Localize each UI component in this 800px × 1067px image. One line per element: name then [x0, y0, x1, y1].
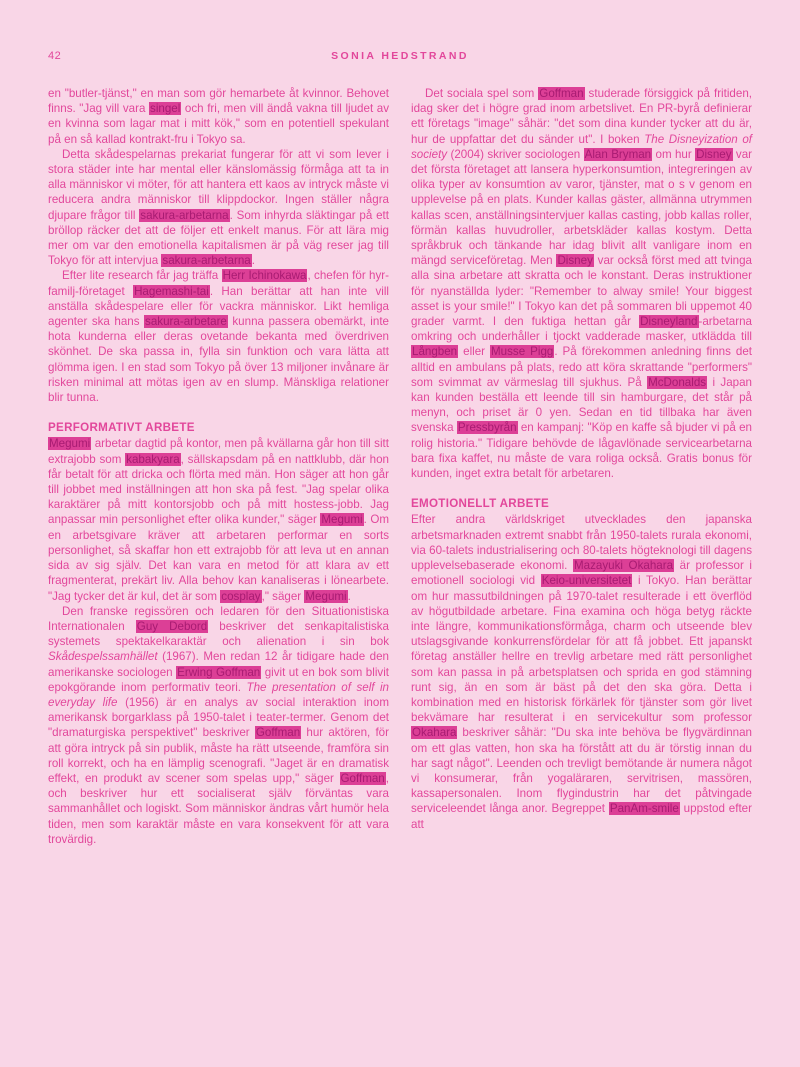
text-run: Detta skådespelarnas prekariat fungerar för att vi som lever i stora städer inte har mental eller känslomässig förmåga att ta in alla människor vi möter, för att hantera ett kaos av intryck måste vi reducera andra människor till klippdockor. Ingen ställer några djupare frågor till — [48, 147, 389, 222]
text-run: . Om en arbetsgivare kräver att arbetaren performar en sorts personlighet, så skaffar hon ett extrajobb för att leva ut en annan sida av sig själv. Det kan vara en metod för att klara av ett fragmenterat, prekärt liv. Alla behov kan kanaliseras i lönearbete. "Jag tycker det är kul, det är som — [48, 513, 390, 603]
text-run: Den franske regissören och ledaren för den Situationistiska Internationalen — [48, 604, 389, 633]
highlighted-text: Disneyland — [640, 315, 698, 329]
highlighted-text: Megumi — [321, 513, 363, 527]
highlighted-text: Pressbyrån — [457, 421, 517, 435]
highlighted-text: kabakyara — [126, 452, 180, 466]
highlighted-text: cosplay — [221, 589, 261, 603]
text-run: arbetar dagtid på kontor, men på kvällarna går hon till sitt extrajobb som — [48, 437, 389, 466]
highlighted-text: Mazayuki Okahara — [574, 559, 674, 573]
text-run: i Japan kan kunden beställa ett leende till sin hamburgare, det står på menyn, och priset är 0 yen. Sedan en tid tillbaka har även svenska — [411, 375, 752, 435]
highlighted-text: Keio-universitetet — [541, 574, 632, 588]
highlighted-text: Långben — [412, 345, 458, 359]
text-run: uppstod efter att — [411, 802, 752, 831]
text-run: -arbetarna omkring och underhåller i tjockt vadderade masker, utklädda till — [411, 315, 752, 344]
highlighted-text: Erwing Goffman — [177, 665, 261, 679]
text-run: , chefen för hyr-familj-företaget — [48, 269, 389, 298]
highlighted-text: Goffman — [539, 87, 584, 100]
text-run: eller — [458, 345, 491, 359]
text-run: . Som inhyrda släktingar på ett bröllop räcker det att de följer ett enkelt manus. För att lära mig mer om var den emotionella kapitalismen är på väg reser jag till Tokyo för att intervjua — [48, 208, 389, 268]
text-run: hur aktören, för att göra intryck på sin publik, måste ha rätt utseende, framföra sin roll korrekt, och ha en lämplig scenografi. "Jaget är en dramatisk effekt, en produkt av scener som spelas upp," säger — [48, 726, 389, 785]
text-run: en "butler-tjänst," en man som gör hemarbete åt kvinnor. Behovet finns. "Jag vill vara — [48, 87, 389, 116]
article-body — [48, 86, 752, 847]
text-run: var det första företaget att lansera hyperkonsumtion, integreringen av olika typer av konsumtion av varor, tjänster, mat o s v genom en upplevelse på en plats. Kunder kallas gäster, allmänna utrymmen kallas scen, anställningsintervjuer kallas casting, jobb kallas roller, förmän kallas huvudroller, arbetskläder kallas kostym. Detta språkbruk och tänkande har idag blivit allt vanligare inom en mängd serviceföretag. Men — [411, 147, 753, 268]
highlighted-text: Musse Pigg — [491, 345, 554, 359]
text-run: och fri, men vill ändå vakna till ljudet av en kvinna som lagar mat i mitt kök," som en potentiell spekulant på en så kallad kontrakt-fru i Tokyo sa. — [48, 102, 390, 146]
text-run: . Han berättar att han inte vill anställa skådespelare eller för vackra människor. Likt hemliga agenter ska hans — [48, 284, 389, 329]
text-run: studerade försiggick på fritiden, idag sker det i högre grad inom arbetslivet. En PR-byrå definierar ett företags "image" såhär: "det som dina kunder tycker att du är, hur de uppfattar det du sänder ut". I boken — [411, 87, 752, 146]
highlighted-text: Guy Debord — [136, 619, 208, 633]
paragraph — [48, 604, 389, 847]
text-run: i Tokyo. Han berättar om hur massutbildningen på 1970-talet resulterade i ett överflöd av högutbildade arbetare. Fina examina och höga betyg räckte inte längre, kommunikationsförmåga, charm och utseende blev utslagsgivande konkurrensfördelar för att få jobbet. Ett japanskt företag anställer hellre en trevlig arbetare med rätt personlighet som kan passa in på arbetsplatsen och sprida en god stämning runt sig, än en som är bäst på det den ska göra. Detta i kombination med en historisk förkärlek för tjänster som gör livet bekvämare har resulterat i en servicekultur som professor — [411, 574, 752, 725]
section-heading: EMOTIONELLT ARBETE — [411, 497, 550, 511]
text-run: beskriver det senkapitalistiska systemets spektakelkaraktär och alienation i sin bok — [48, 619, 389, 649]
highlighted-text: Disney — [557, 254, 593, 268]
text-run: Efter andra världskriget utvecklades den japanska arbetsmarknaden extremt snabbt från 1950-talets rurala ekonomi, via 60-talets industrialisering och 80-talets högteknologi till dagens upplevelsebaserade ekonomi. — [411, 513, 752, 573]
highlighted-text: PanAm-smile — [609, 802, 679, 816]
text-run: (1956) är en analys av social interaktion inom amerikansk borgarklass på 1950-talet i teater-termer. Genom det "dramaturgiska perspektivet" beskriver — [48, 695, 389, 740]
text-run: , och beskriver hur ett socialiserat själv förväntas vara sammanhållet och logiskt. Som människor ändras vårt humör hela tiden, men som karaktär måste en vara konsekvent för att vara trovärdig. — [48, 771, 389, 846]
paragraph — [411, 512, 752, 831]
text-run: . — [347, 589, 351, 603]
highlighted-text: singel — [150, 102, 181, 116]
highlighted-text: Goffman — [255, 726, 301, 740]
italic-title: The presentation of self in everyday life — [48, 680, 389, 709]
paragraph — [411, 86, 752, 481]
paragraph — [48, 147, 389, 269]
text-run: (1967). Men redan 12 år tidigare hade den amerikanske sociologen — [48, 650, 389, 679]
text-run: , sällskapsdam på en nattklubb, där hon får betalt för att dricka och flörta med män. Hon säger att hon går till jobbet med inställningen att hon ska på fest. "Jag spelar olika karaktärer på mitt kontorsjobb och på mitt hostess-jobb. Jag anpassar min personlighet efter olika kunder," säger — [48, 452, 389, 527]
highlighted-text: Herr Ichinokawa — [222, 269, 307, 283]
column-left — [48, 86, 389, 847]
text-run: givit ut en bok som blivit epokgörande inom performativ teori. — [48, 665, 389, 694]
paragraph — [48, 436, 389, 603]
page-header — [48, 50, 752, 66]
author-name: SONIA HEDSTRAND — [331, 50, 469, 62]
text-run: Efter lite research får jag träffa — [62, 269, 222, 283]
section-heading: PERFORMATIVT ARBETE — [48, 421, 195, 435]
paragraph — [48, 86, 389, 147]
text-run: (2004) skriver sociologen — [447, 147, 584, 161]
highlighted-text: Hagemashi-tai — [134, 284, 209, 298]
highlighted-text: Megumi — [49, 437, 91, 451]
paragraph — [48, 268, 389, 405]
text-run: . — [251, 254, 255, 268]
text-run: . På förekommen anledning finns det alltid en ambulans på plats, redo att köra skrattande "performers" som svimmat av värmeslag till sjukhus. På — [411, 345, 752, 389]
highlighted-text: Megumi — [305, 589, 347, 603]
column-right — [411, 86, 752, 847]
text-run: var också först med att tvinga alla sina arbetare att skratta och le konstant. Deras instruktioner för nyanställda lyder: "Remember to alway smile! Your biggest asset is your smile!" I Tokyo kan det på sommaren bli uppemot 40 grader varmt. I den fuktiga hettan går — [411, 254, 752, 329]
text-run: Det sociala spel som — [425, 87, 539, 100]
text-run: är professor i emotionell sociologi vid — [411, 559, 753, 588]
page-number: 42 — [48, 50, 62, 62]
text-run: ," säger — [261, 589, 305, 603]
highlighted-text: McDonalds — [648, 375, 707, 389]
highlighted-text: sakura-arbetarna — [140, 208, 229, 222]
highlighted-text: Goffman — [340, 771, 385, 785]
text-run: en kampanj: "Köp en kaffe så bjuder vi på en rolig historia." Tidigare behövde de lågavlönade servicearbetarna bara fixa kaffet, nu måste de vara roliga också. Gratis bonus för kunden, inget extra betalt för arbetaren. — [411, 421, 752, 481]
text-run: om hur — [652, 147, 696, 161]
highlighted-text: sakura-arbetarna — [162, 254, 251, 268]
italic-title: The Disneyization of society — [411, 132, 753, 161]
highlighted-text: Alan Bryman — [584, 147, 652, 161]
highlighted-text: Okahara — [412, 726, 457, 740]
text-run: kunna passera obemärkt, inte hota kunderna eller deras ovetande bekanta med överdriven skönhet. De ska passa in, fylla sin funktion och vara lätta att glömma igen. I en stad som Tokyo på över 13 miljoner invånare är risken minimal att mötas igen av en slump. Mänskliga relationer blir tunna. — [48, 315, 389, 405]
italic-title: Skådespelssamhället — [48, 650, 158, 664]
highlighted-text: Disney — [696, 147, 732, 161]
highlighted-text: sakura-arbetare — [145, 315, 227, 329]
text-run: beskriver såhär: "Du ska inte behöva be flygvärdinnan om ett glas vatten, hon ska ha förstått att du är törstig innan du har sagt något". Leenden och trevligt bemötande är numera något vi konsumerar, från yogaläraren, servitrisen, massören, kassapersonalen. Inom flygindustrin har det påtvingade serviceleendet långa anor. Begreppet — [411, 726, 752, 816]
